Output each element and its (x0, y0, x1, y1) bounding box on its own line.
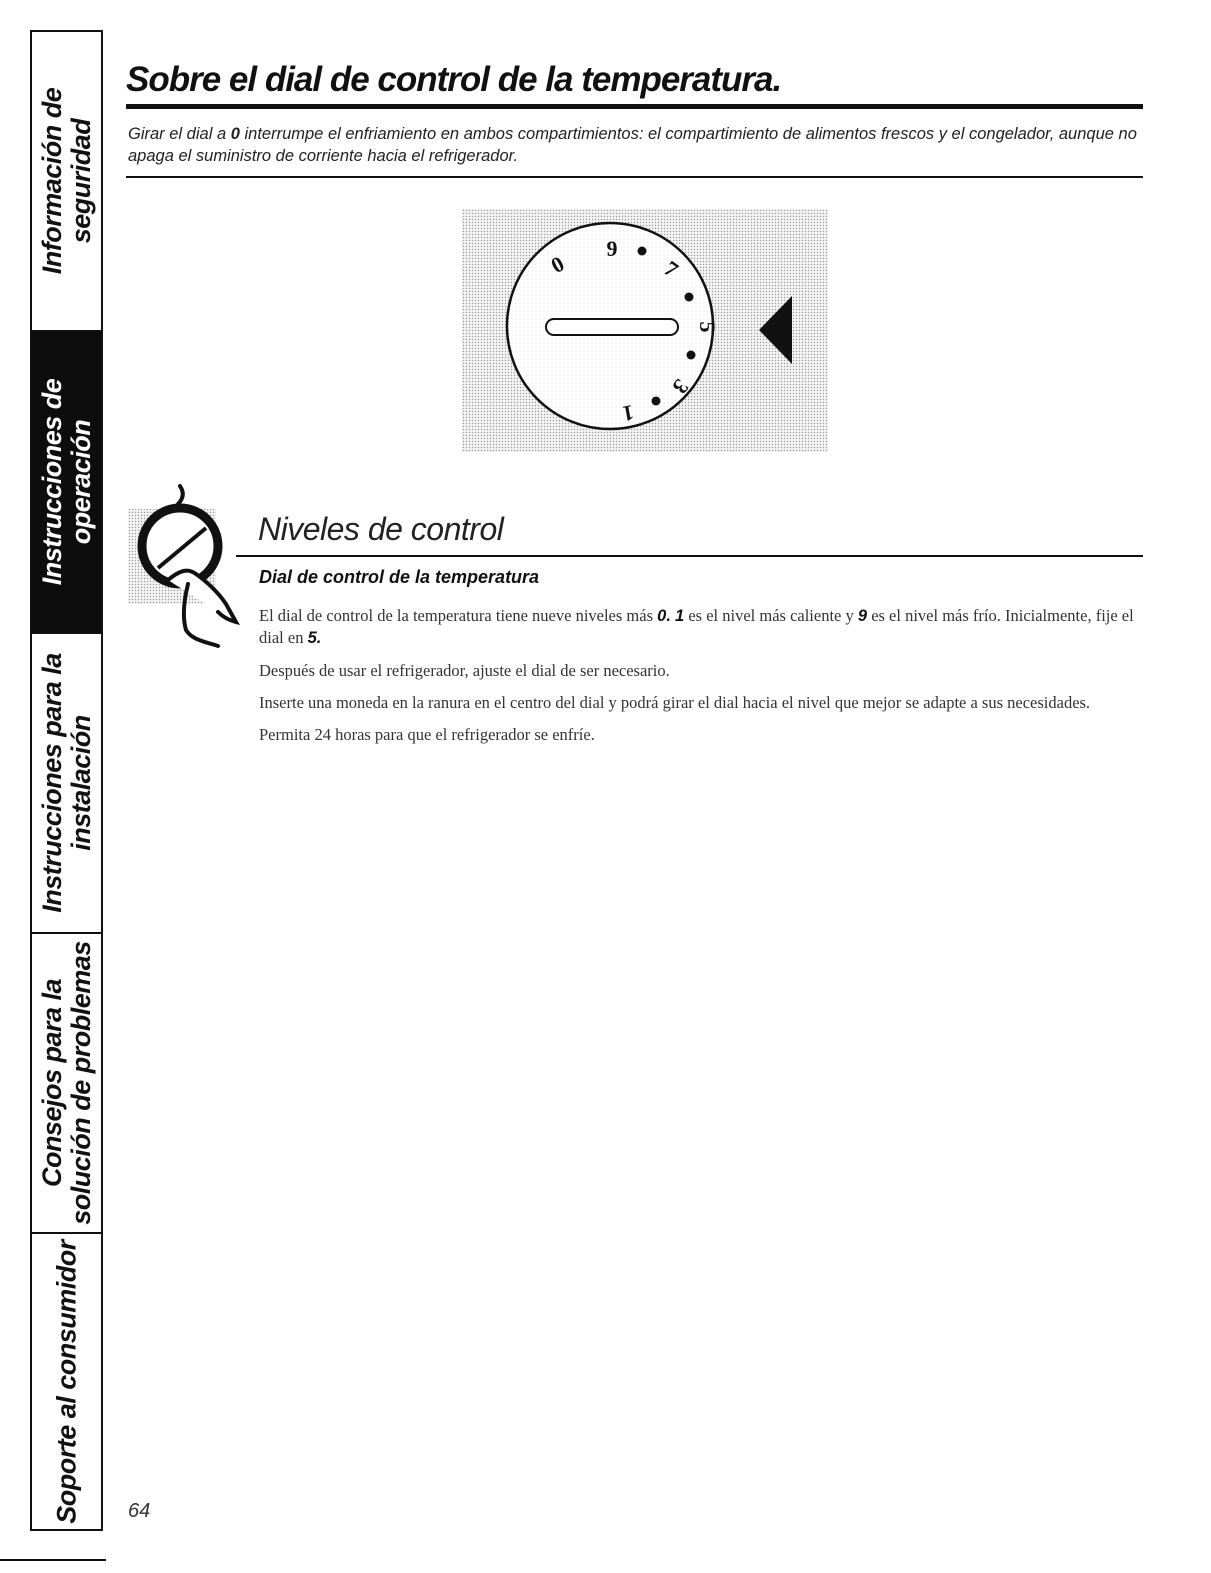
tab-instrucciones-de-operacion[interactable] (32, 332, 101, 634)
tab-label-line: Instrucciones para la (36, 653, 67, 913)
tab-label-line: seguridad (65, 118, 96, 244)
sidebar-tabs (30, 30, 103, 1531)
body-paragraph: Permita 24 horas para que el refrigerador se enfríe. (259, 725, 595, 744)
intro-text-part: Girar el dial a (128, 125, 231, 143)
tab-label (38, 379, 96, 586)
subsection-title: Dial de control de la temperatura (259, 567, 540, 587)
section-title: Niveles de control (258, 511, 504, 547)
dial-label-3: 3 (667, 374, 694, 400)
tab-label-line: Soporte al consumidor (51, 1239, 81, 1524)
bold-value: 1 (675, 607, 685, 625)
tab-label-line: instalación (65, 715, 96, 851)
bold-value: 5. (307, 629, 322, 647)
intro-bold-value: 0 (230, 125, 240, 143)
intro-text (128, 123, 1143, 167)
tab-consejos-solucion-de-problemas[interactable] (32, 934, 101, 1234)
tab-label (38, 653, 96, 913)
page-title: Sobre el dial de control de la temperatura. (126, 60, 782, 99)
tab-label (38, 941, 96, 1225)
coin-slot (546, 319, 678, 335)
page-number: 64 (128, 1500, 151, 1522)
bold-value: 9 (857, 607, 868, 625)
section-body (259, 605, 1144, 756)
footer-divider (0, 1559, 106, 1561)
body-text: es el nivel más frío. Inicialmente, fije el dial en (259, 606, 1134, 647)
temperature-dial-illustration (462, 209, 828, 452)
hand-turning-dial-icon (128, 484, 248, 654)
tab-label-line: operación (65, 419, 96, 545)
dial-label-1: 1 (620, 400, 636, 427)
body-text: El dial de control de la temperatura tiene nueve niveles más (259, 606, 658, 625)
body-paragraph: Inserte una moneda en la ranura en el centro del dial y podrá girar el dial hacia el nivel que mejor se adapte a sus necesidades. (259, 693, 1091, 712)
dial-label-9: 9 (606, 236, 618, 261)
body-paragraph: Después de usar el refrigerador, ajuste el dial de ser necesario. (259, 661, 670, 680)
tab-label-line: solución de problemas (65, 941, 96, 1225)
tab-label-line: Consejos para la (36, 978, 67, 1188)
tab-soporte-al-consumidor[interactable] (32, 1234, 101, 1529)
tab-informacion-de-seguridad[interactable] (32, 32, 101, 332)
tab-label (52, 1240, 81, 1524)
title-divider (126, 104, 1143, 109)
dial-label-7: 7 (659, 255, 683, 283)
intro-text-part: interrumpe el enfriamiento en ambos compartimientos: el compartimiento de alimentos frescos y el congelador, aunque no apaga el suministro de corriente hacia el refrigerador. (128, 125, 1137, 165)
body-text: es el nivel más caliente y (684, 606, 858, 625)
tab-label (38, 88, 96, 275)
tab-label-line: Información de (36, 87, 67, 275)
bold-value: 0. (657, 607, 671, 625)
intro-divider (126, 176, 1143, 178)
dial-label-0: 0 (546, 250, 569, 278)
tab-instrucciones-para-la-instalacion[interactable] (32, 634, 101, 934)
body-paragraph (259, 605, 1144, 649)
dial-label-5: 5 (695, 321, 720, 333)
section-divider (236, 555, 1143, 557)
tab-label-line: Instrucciones de (36, 378, 67, 586)
